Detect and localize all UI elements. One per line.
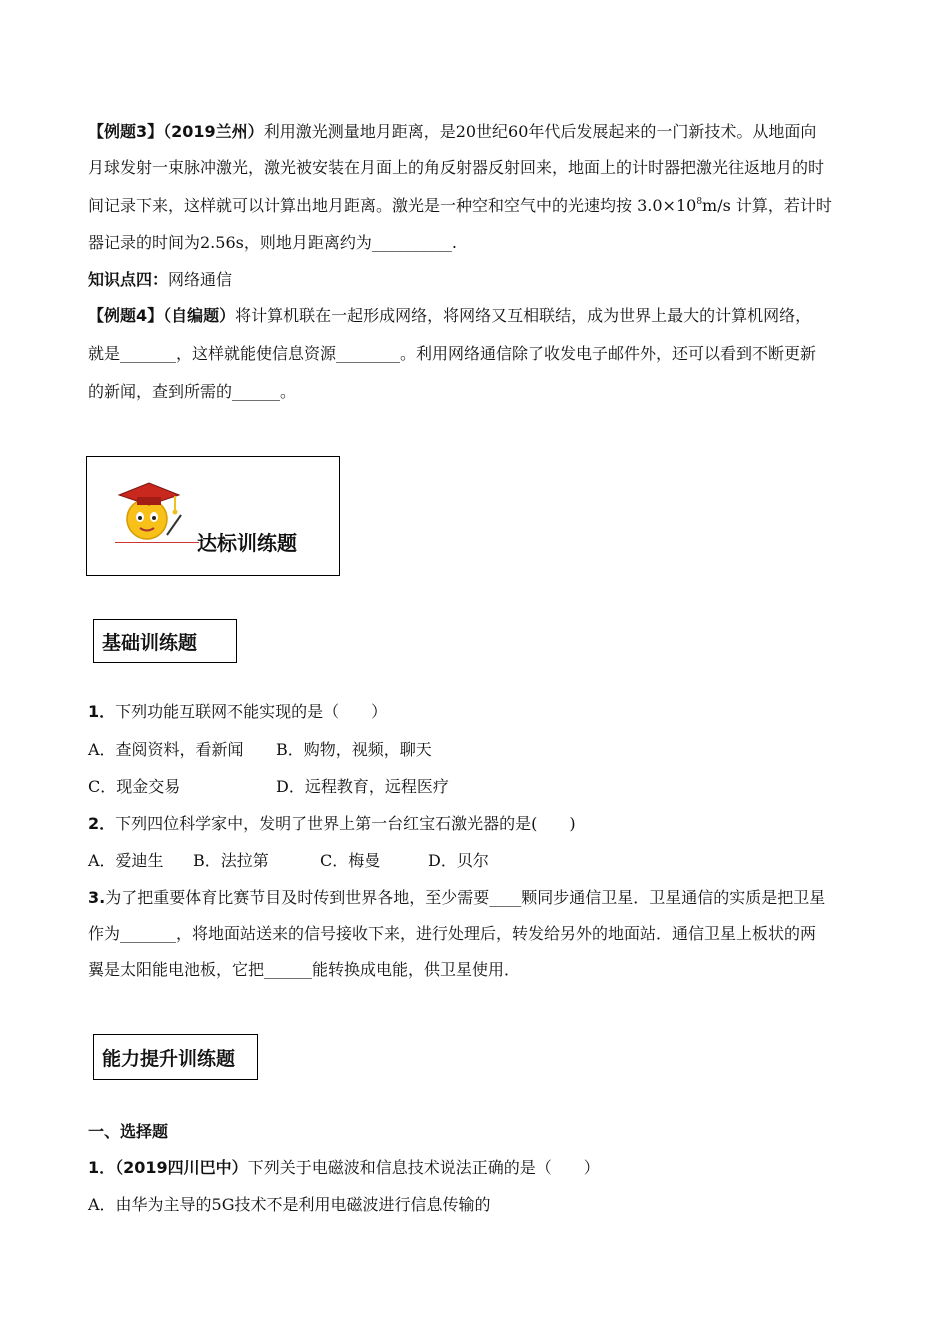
knowledge-label: 知识点四： <box>88 270 169 289</box>
basic-q1-options-ab <box>88 740 244 760</box>
knowledge-text: 网络通信 <box>168 270 233 289</box>
example3-exponent: 8 <box>696 197 703 207</box>
example4-line2: 就是_______，这样就能使信息资源________。利用网络通信除了收发电子邮件外，还可以看到不断更新 <box>88 344 817 363</box>
basic-q3-text1: 为了把重要体育比赛节目及时传到世界各地，至少需要____颗同步通信卫星．卫星通信的实质是把卫星 <box>105 888 826 907</box>
knowledge-point-4 <box>88 270 232 290</box>
example4-tag: 【例题4】 <box>88 306 164 325</box>
basic-q1-number: 1． <box>88 702 116 721</box>
basic-q1-option-b: B．购物，视频，聊天 <box>276 740 432 759</box>
banner-title: 达标训练题 <box>197 531 297 555</box>
basic-q3-line2: 作为_______，将地面站送来的信号接收下来，进行处理后，转发给另外的地面站．通信卫星上板状的两 <box>88 924 817 943</box>
basic-q1-option-c: C．现金交易 <box>88 777 181 796</box>
example3-answer-blank: __________. <box>371 233 457 252</box>
basic-q1-text: 下列功能互联网不能实现的是（ ） <box>115 702 388 721</box>
advanced-heading: 能力提升训练题 <box>102 1048 236 1070</box>
advanced-q1-source: （2019四川巴中） <box>115 1158 248 1177</box>
section-title: 一、选择题 <box>88 1122 169 1141</box>
example3-line3 <box>88 196 832 216</box>
example3-line4-pre: 器记录的时间为2.56s，则地月距离约为 <box>88 233 372 252</box>
basic-q2-stem <box>88 814 576 834</box>
example3-tag: 【例题3】 <box>88 122 164 141</box>
basic-q3-number: 3. <box>88 888 106 907</box>
example4-text1: 将计算机联在一起形成网络，将网络又互相联结，成为世界上最大的计算机网络， <box>235 306 812 325</box>
basic-q1-stem <box>88 702 387 722</box>
basic-heading-box <box>93 619 237 663</box>
graduate-smiley-icon <box>109 471 189 551</box>
banner-underline <box>115 542 199 543</box>
banner-box <box>86 456 340 576</box>
example3-text1: 利用激光测量地月距离，是20世纪60年代后发展起来的一门新技术。从地面向 <box>263 122 817 141</box>
example4-line3: 的新闻，查到所需的______。 <box>88 382 297 401</box>
example3-line3-post: m/s 计算，若计时 <box>702 196 832 215</box>
example3-line4 <box>88 233 457 253</box>
basic-q2-number: 2． <box>88 814 116 833</box>
basic-q2-option-a: A．爱迪生 <box>88 851 164 870</box>
advanced-q1-option-a: A．由华为主导的5G技术不是利用电磁波进行信息传输的 <box>88 1195 491 1214</box>
example4-line1 <box>88 306 811 326</box>
basic-q3-line1 <box>88 888 825 908</box>
example4-source: （自编题） <box>163 306 236 325</box>
basic-q1-option-a: A．查阅资料，看新闻 <box>88 740 244 759</box>
advanced-q1-stem <box>88 1158 600 1178</box>
basic-heading: 基础训练题 <box>102 632 198 654</box>
example3-line3-pre: 间记录下来，这样就可以计算出地月距离。激光是一种空和空气中的光速均按 3.0×10 <box>88 196 697 215</box>
example3-source: （2019兰州） <box>163 122 264 141</box>
basic-q3-line3: 翼是太阳能电池板，它把______能转换成电能，供卫星使用． <box>88 960 521 979</box>
advanced-q1-text: 下列关于电磁波和信息技术说法正确的是（ ） <box>247 1158 600 1177</box>
basic-q2-text: 下列四位科学家中，发明了世界上第一台红宝石激光器的是( ) <box>115 814 576 833</box>
advanced-q1-number: 1． <box>88 1158 116 1177</box>
basic-q2-option-d: D．贝尔 <box>428 851 489 870</box>
example3-line2: 月球发射一束脉冲激光，激光被安装在月面上的角反射器反射回来，地面上的计时器把激光往返地月的时 <box>88 158 825 177</box>
basic-q2-option-c: C．梅曼 <box>320 851 381 870</box>
basic-q2-option-b: B．法拉第 <box>193 851 269 870</box>
advanced-heading-box <box>93 1034 258 1080</box>
basic-q1-option-d: D．远程教育，远程医疗 <box>276 777 449 796</box>
example3-line1 <box>88 122 816 142</box>
